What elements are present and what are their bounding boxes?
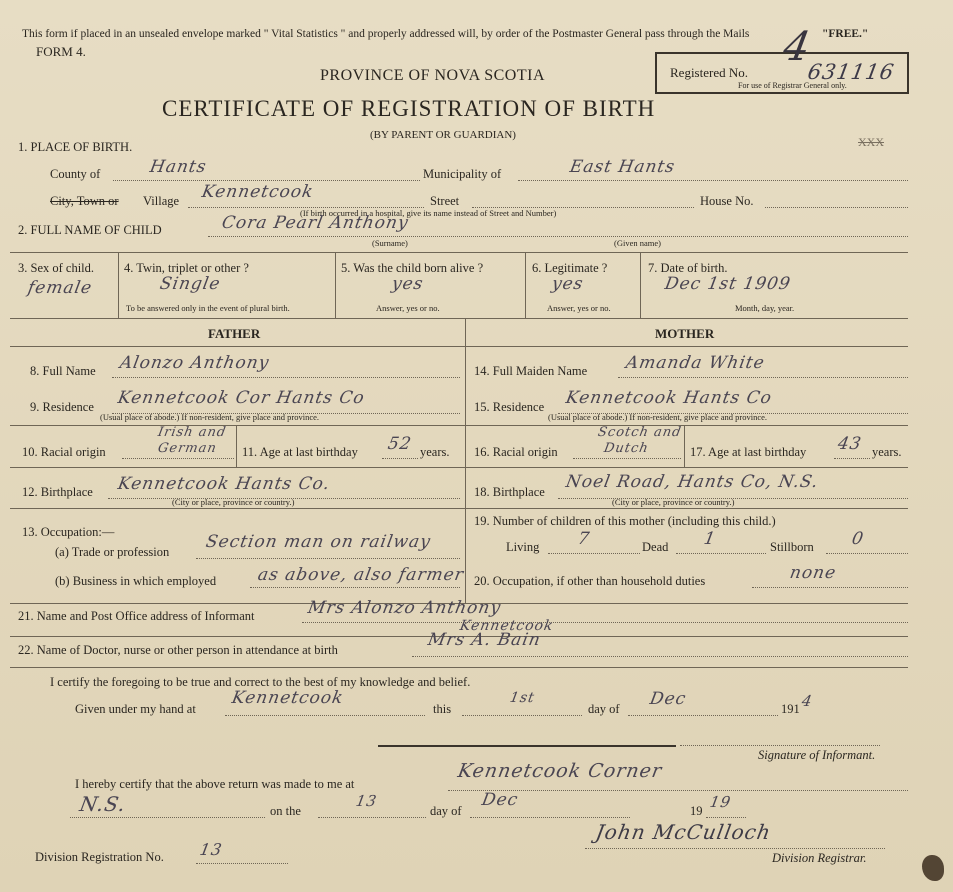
father-name-label: 8. Full Name [30,364,96,378]
child-name-label: 2. FULL NAME OF CHILD [18,223,162,237]
twin-value: Single [158,274,223,294]
dead-value: 1 [702,529,718,549]
mother-name-value: Amanda White [624,353,767,373]
father-birthplace-note: (City or place, province or country.) [172,497,295,507]
alive-note: Answer, yes or no. [376,303,440,313]
father-years-label: years. [420,445,450,459]
year-value: 4 [800,692,815,710]
mother-name-label: 14. Full Maiden Name [474,364,588,378]
father-residence-value: Kennetcook Cor Hants Co [116,388,367,408]
page-title: CERTIFICATE OF REGISTRATION OF BIRTH [162,96,656,121]
on-value: 13 [354,792,379,810]
father-age-label: 11. Age at last birthday [242,445,358,459]
mother-racial-value-1: Scotch and [596,425,683,440]
municipality-value: East Hants [568,157,677,177]
date-of-birth-label: 7. Date of birth. [648,261,728,275]
registrar-certify-text: I hereby certify that the above return was made to me at [75,777,355,791]
free-label: "FREE." [822,28,869,40]
registrar-day-of-label: day of [430,804,462,818]
form-number: FORM 4. [36,44,86,59]
division-label: Division Registration No. [35,850,164,864]
corner-mark: 4 [779,24,815,70]
living-value: 7 [576,529,592,549]
trade-label: (a) Trade or profession [55,545,170,559]
sex-label: 3. Sex of child. [18,261,95,275]
registered-number: 631116 [805,60,897,84]
informant-signature-label: Signature of Informant. [758,748,876,762]
registrar-year-prefix: 19 [690,804,703,818]
father-racial-label: 10. Racial origin [22,445,106,459]
year-prefix: 191 [781,702,800,716]
registrar-note: For use of Registrar General only. [738,81,847,90]
informant-label: 21. Name and Post Office address of Informant [18,609,255,623]
business-value: as above, also farmer [256,565,466,585]
father-racial-value-2: German [156,441,219,456]
trade-value: Section man on railway [204,532,433,552]
given-place-value: Kennetcook [230,688,346,708]
date-of-birth-value: Dec 1st 1909 [663,274,793,294]
mother-racial-label: 16. Racial origin [474,445,558,459]
legitimate-value: yes [550,274,586,294]
dead-label: Dead [642,540,669,554]
village-label: Village [143,194,180,208]
on-label: on the [270,804,301,818]
mother-occupation-value: none [788,563,838,583]
registrar-year-value: 19 [708,793,733,811]
doctor-value: Mrs A. Bain [426,630,543,650]
father-name-value: Alonzo Anthony [118,353,272,373]
living-label: Living [506,540,540,554]
mother-age-label: 17. Age at last birthday [690,445,807,459]
twin-label: 4. Twin, triplet or other ? [124,261,249,275]
registrar-signature: John McCulloch [593,820,774,844]
child-name-value: Cora Pearl Anthony [220,213,411,233]
this-value: 1st [508,690,537,706]
alive-label: 5. Was the child born alive ? [341,261,484,275]
page-subtitle: (BY PARENT OR GUARDIAN) [370,129,516,141]
place-heading: 1. PLACE OF BIRTH. [18,140,133,154]
province-value: N.S. [77,792,129,816]
mother-residence-value: Kennetcook Hants Co [564,388,774,408]
informant-value: Mrs Alonzo Anthony [306,598,503,618]
surname-note: (Surname) [372,238,408,248]
father-birthplace-value: Kennetcook Hants Co. [116,474,332,494]
registrar-place-value: Kennetcook Corner [456,760,664,782]
legitimate-label: 6. Legitimate ? [532,261,608,275]
county-value: Hants [148,157,209,177]
father-racial-value-1: Irish and [156,425,228,440]
day-of-label: day of [588,702,620,716]
date-of-birth-note: Month, day, year. [735,303,795,313]
house-label: House No. [700,194,754,208]
mother-birthplace-note: (City or place, province or country.) [612,497,735,507]
mother-age-value: 43 [836,434,864,454]
father-residence-label: 9. Residence [30,400,94,414]
crossed-mark: XXX [858,135,884,149]
twin-note: To be answered only in the event of plural birth. [126,303,290,313]
division-value: 13 [198,840,225,859]
this-label: this [433,702,452,716]
mother-racial-value-2: Dutch [602,441,651,456]
city-town-label: City, Town or [50,194,119,208]
day-of-value: Dec [648,689,688,709]
father-age-value: 52 [386,434,414,454]
children-count-label: 19. Number of children of this mother (including this child.) [474,514,776,528]
doctor-label: 22. Name of Doctor, nurse or other person in attendance at birth [18,643,338,657]
registrar-signature-label: Division Registrar. [772,851,867,865]
municipality-label: Municipality of [423,167,502,181]
postal-notice: This form if placed in an unsealed envelope marked " Vital Statistics " and properly addressed will, by order of the Postmaster General pass through the Mails [22,28,750,40]
street-note: (If birth occurred in a hospital, give its name instead of Street and Number) [300,208,557,218]
mother-birthplace-label: 18. Birthplace [474,485,545,499]
business-label: (b) Business in which employed [55,574,217,588]
registered-label: Registered No. [670,65,748,80]
street-label: Street [430,194,460,208]
father-birthplace-label: 12. Birthplace [22,485,93,499]
mother-years-label: years. [872,445,902,459]
alive-value: yes [390,274,426,294]
county-label: County of [50,167,101,181]
mother-residence-label: 15. Residence [474,400,545,414]
father-heading: FATHER [208,326,261,341]
legitimate-note: Answer, yes or no. [547,303,611,313]
father-residence-note: (Usual place of abode.) If non-resident, give place and province. [100,412,320,422]
village-value: Kennetcook [200,182,316,202]
occupation-label: 13. Occupation:— [22,525,115,539]
ink-blot [922,855,944,881]
mother-heading: MOTHER [655,326,715,341]
sex-value: female [26,278,94,298]
mother-residence-note: (Usual place of abode.) If non-resident, give place and province. [548,412,768,422]
mother-birthplace-value: Noel Road, Hants Co, N.S. [564,472,821,492]
mother-occupation-label: 20. Occupation, if other than household duties [474,574,706,588]
given-name-note: (Given name) [614,238,661,248]
stillborn-label: Stillborn [770,540,814,554]
certify-text: I certify the foregoing to be true and correct to the best of my knowledge and belief. [50,675,471,689]
province-title: PROVINCE OF NOVA SCOTIA [320,67,546,84]
informant-address: Kennetcook [458,618,555,634]
registrar-day-of-value: Dec [480,790,520,810]
stillborn-value: 0 [850,529,866,549]
given-label: Given under my hand at [75,702,196,716]
